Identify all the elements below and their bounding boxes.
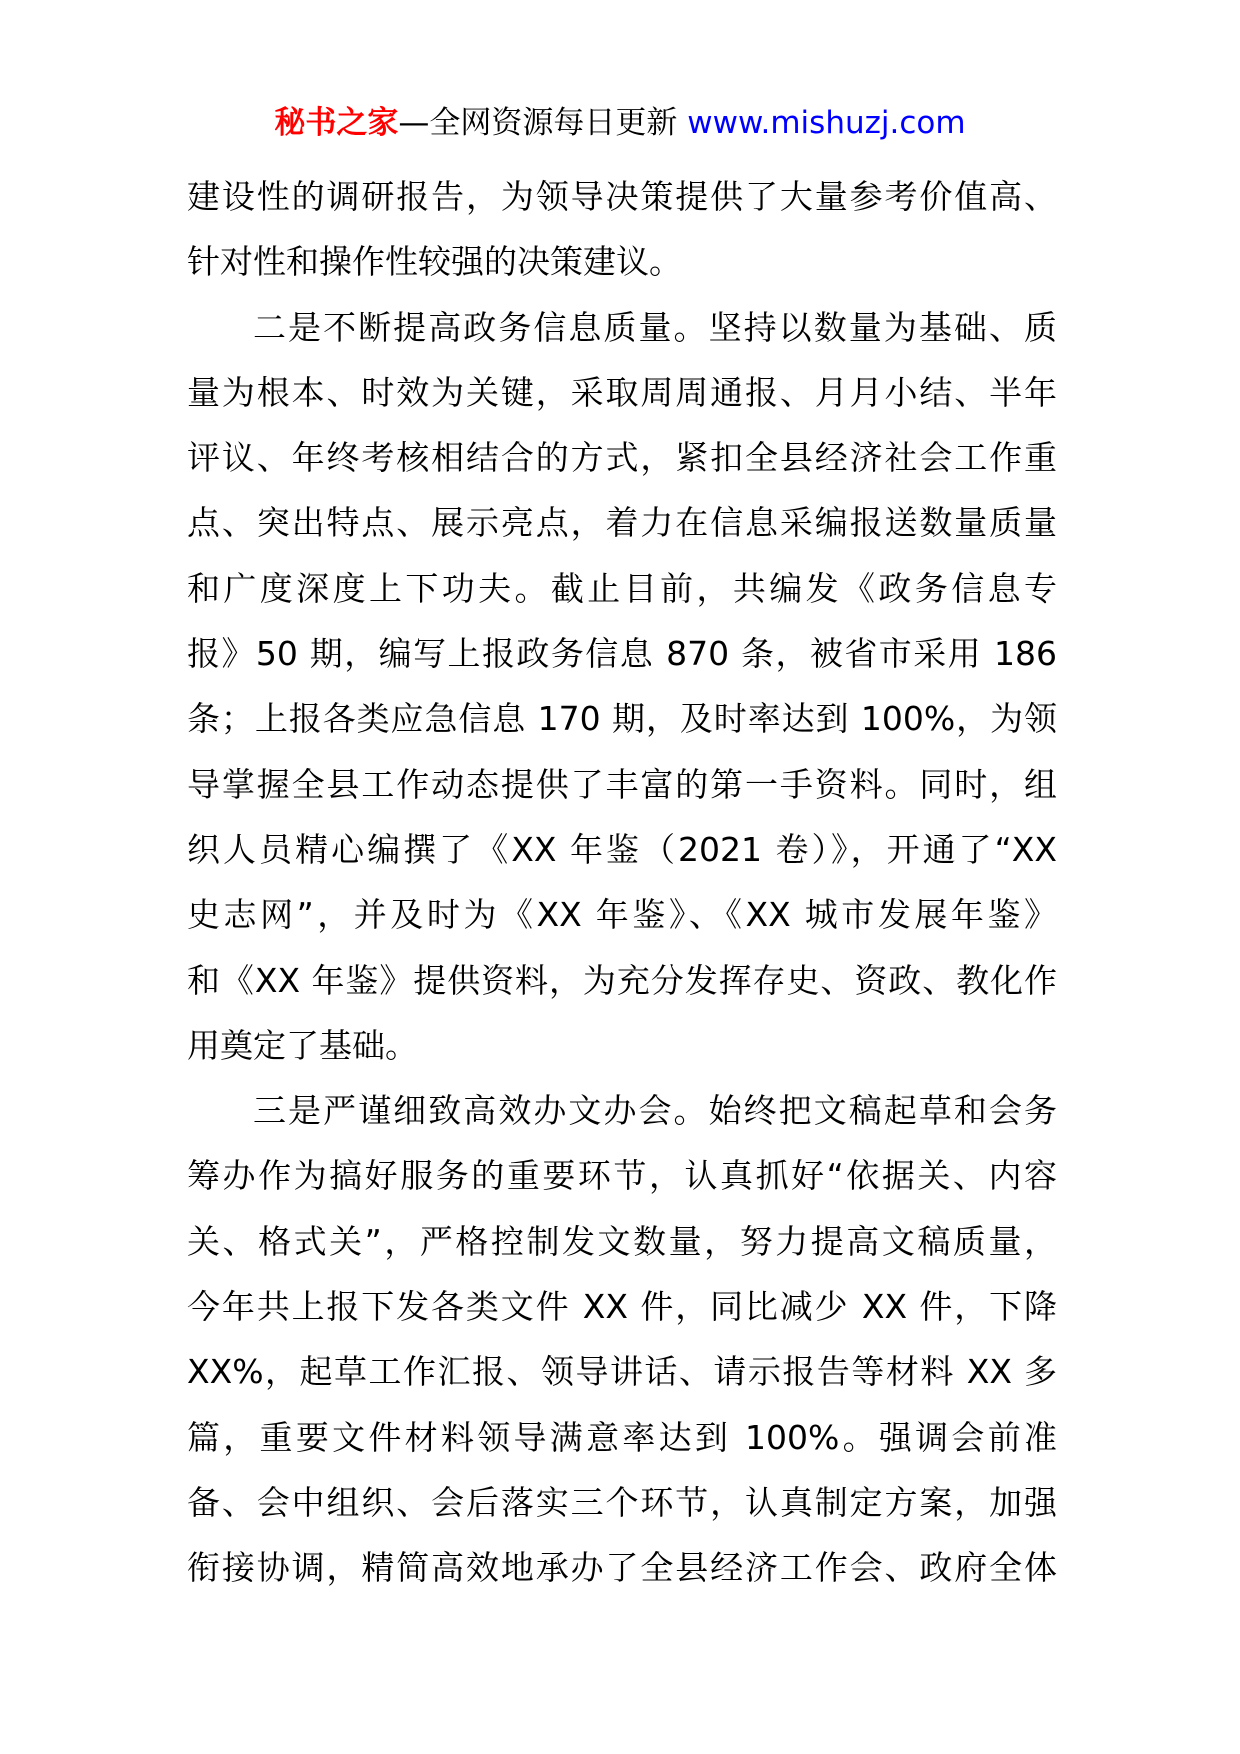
text-line: 条；上报各类应急信息 170 期，及时率达到 100%，为领 (187, 699, 1057, 739)
text-line: 衔接协调，精简高效地承办了全县经济工作会、政府全体 (187, 1548, 1057, 1588)
text-line: 建设性的调研报告，为领导决策提供了大量参考价值高、 (187, 177, 1057, 216)
site-tagline: —全网资源每日更新 (398, 105, 688, 141)
text-line: 和《XX 年鉴》提供资料，为充分发挥存史、资政、教化作 (187, 960, 1057, 1000)
text-line: 报》50 期，编写上报政务信息 870 条，被省市采用 186 (187, 634, 1057, 674)
text-line: 篇，重要文件材料领导满意率达到 100%。强调会前准 (187, 1417, 1057, 1457)
text-line: 用奠定了基础。 (187, 1025, 418, 1065)
text-line: 织人员精心编撰了《XX 年鉴（2021 卷）》，开通了“XX (187, 829, 1057, 869)
text-line: 筹办作为搞好服务的重要环节，认真抓好“依据关、内容 (187, 1156, 1057, 1196)
text-line: 和广度深度上下功夫。截止目前，共编发《政务信息专 (187, 568, 1057, 608)
text-line: 评议、年终考核相结合的方式，紧扣全县经济社会工作重 (187, 438, 1057, 478)
site-brand: 秘书之家 (274, 105, 399, 141)
text-line: XX%，起草工作汇报、领导讲话、请示报告等材料 XX 多 (187, 1352, 1057, 1392)
site-url-link[interactable]: www.mishuzj.com (687, 105, 966, 141)
document-body (187, 164, 1057, 1601)
text-line: 导掌握全县工作动态提供了丰富的第一手资料。同时，组 (187, 764, 1057, 804)
text-line: 史志网”，并及时为《XX 年鉴》、《XX 城市发展年鉴》 (187, 895, 1057, 935)
text-line: 备、会中组织、会后落实三个环节，认真制定方案，加强 (187, 1482, 1057, 1522)
text-line: 今年共上报下发各类文件 XX 件，同比减少 XX 件，下降 (187, 1287, 1057, 1327)
text-line: 关、格式关”，严格控制发文数量，努力提高文稿质量， (187, 1221, 1057, 1261)
text-line: 量为根本、时效为关键，采取周周通报、月月小结、半年 (187, 372, 1057, 412)
text-line: 三是严谨细致高效办文办会。始终把文稿起草和会务 (253, 1091, 1057, 1131)
page-header (0, 100, 1240, 146)
text-line: 二是不断提高政务信息质量。坚持以数量为基础、质 (253, 307, 1057, 347)
text-line: 针对性和操作性较强的决策建议。 (187, 242, 682, 282)
text-line: 点、突出特点、展示亮点，着力在信息采编报送数量质量 (187, 503, 1057, 543)
